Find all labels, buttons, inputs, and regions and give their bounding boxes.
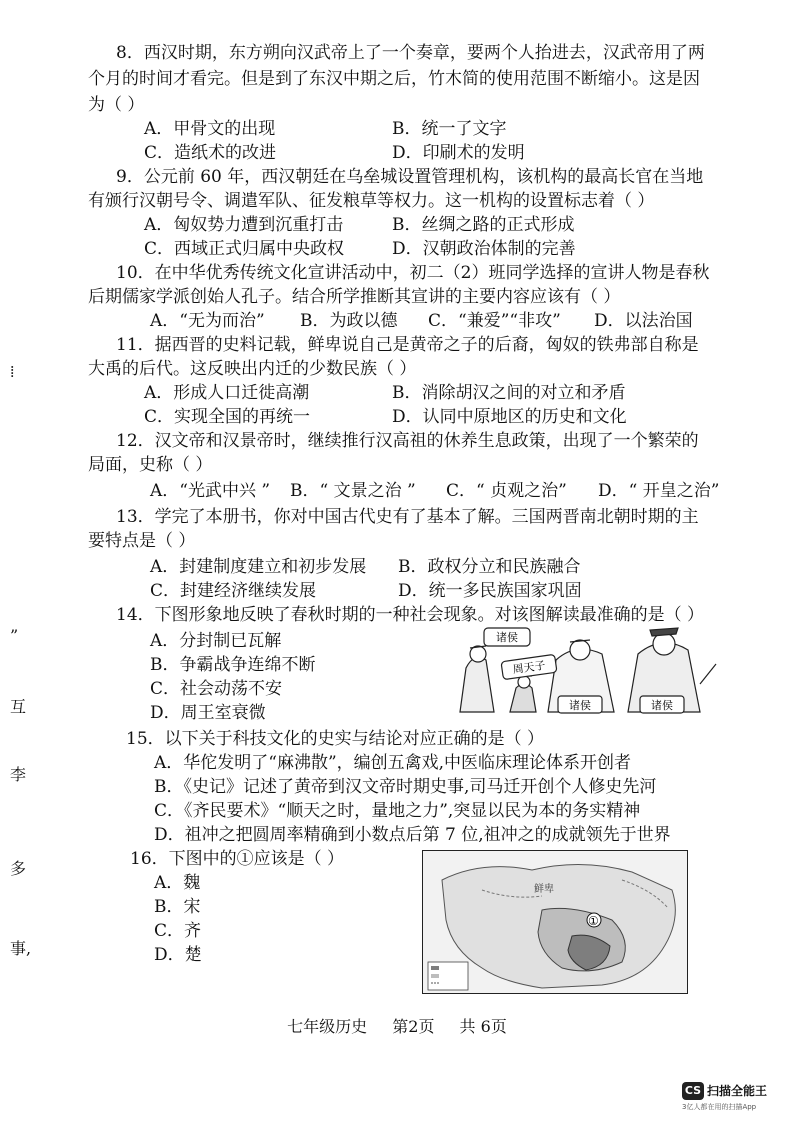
q16-option-a: A．魏 [154,873,201,893]
historical-map [422,850,688,994]
margin-note-1: ⁞ [10,362,15,381]
label-bottom-right: 诸侯 [651,699,673,712]
q8-text-3: 为（ ） [88,95,145,115]
watermark-name: 扫描全能王 [707,1084,768,1098]
margin-note-5: 多 [10,859,27,878]
footer-page: 第2页 [392,1017,435,1036]
footer-course: 七年级历史 [287,1017,368,1036]
q11-option-c: C．实现全国的再统一 [144,407,311,427]
q10-option-a: A．“无为而治” [150,311,265,331]
q11-option-a: A．形成人口迁徙高潮 [144,383,310,403]
footer-total: 共 6页 [459,1017,507,1036]
cartoon-illustration [452,624,722,716]
margin-note-2: ” [10,626,19,645]
q12-option-c: C．“ 贞观之治” [446,481,567,501]
q8-option-d: D．印刷术的发明 [392,143,525,163]
q10-option-c: C．“兼爱”“非攻” [428,311,561,331]
q12-option-d: D．“ 开皇之治” [598,481,720,501]
margin-note-6: 事, [10,939,32,958]
q11-text-2: 大禹的后代。这反映出内迁的少数民族（ ） [88,359,417,379]
q13-text-2: 要特点是（ ） [88,531,196,551]
q11-option-b: B．消除胡汉之间的对立和矛盾 [392,383,626,403]
q15-option-a: A．华佗发明了“麻沸散”，编创五禽戏,中医临床理论体系开创者 [154,753,632,773]
q14-option-a: A．分封制已瓦解 [150,631,282,651]
q13-option-d: D．统一多民族国家巩固 [398,581,582,601]
q8-option-c: C．造纸术的改进 [144,143,277,163]
q16-text-1: 16．下图中的①应该是（ ） [130,849,345,869]
q16-option-d: D．楚 [154,945,202,965]
q10-option-b: B．为政以德 [300,311,398,331]
q15-option-c: C．《齐民要术》“顺天之时，量地之力”,突显以民为本的务实精神 [154,801,641,821]
q13-option-c: C．封建经济继续发展 [150,581,317,601]
margin-note-3: 互 [10,697,27,716]
q14-text-1: 14．下图形象地反映了春秋时期的一种社会现象。对该图解读最准确的是（ ） [116,605,705,625]
q16-option-b: B．宋 [154,897,201,917]
label-top: 诸侯 [496,631,518,644]
q13-option-a: A．封建制度建立和初步发展 [150,557,367,577]
q15-text-1: 15．以下关于科技文化的史实与结论对应正确的是（ ） [126,729,545,749]
q11-option-d: D．认同中原地区的历史和文化 [392,407,627,427]
label-bottom-left: 诸侯 [569,699,591,712]
q14-option-d: D．周王室衰微 [150,703,266,723]
q9-option-b: B．丝绸之路的正式形成 [392,215,575,235]
scanner-logo-icon: CS [682,1082,704,1100]
q10-option-d: D．以法治国 [594,311,693,331]
q12-text-1: 12．汉文帝和汉景帝时，继续推行汉高祖的休养生息政策，出现了一个繁荣的 [116,431,699,451]
q10-text-1: 10．在中华优秀传统文化宣讲活动中，初二（2）班同学选择的宣讲人物是春秋 [116,263,710,283]
q12-text-2: 局面，史称（ ） [88,455,213,475]
q8-text-2: 个月的时间才看完。但是到了东汉中期之后，竹木简的使用范围不断缩小。这是因 [88,69,700,89]
q15-option-b: B．《史记》记述了黄帝到汉文帝时期史事,司马迁开创个人修史先河 [154,777,657,797]
label-center: 周天子 [511,658,547,677]
margin-note-4: 李 [10,765,27,784]
q14-option-b: B．争霸战争连绵不断 [150,655,316,675]
q9-text-1: 9．公元前 60 年，西汉朝廷在乌垒城设置管理机构，该机构的最高长官在当地 [116,167,704,187]
q11-text-1: 11．据西晋的史料记载，鲜卑说自己是黄帝之子的后裔，匈奴的铁弗部自称是 [116,335,699,355]
q8-option-a: A．甲骨文的出现 [144,119,276,139]
page-footer [0,1014,794,1037]
q12-option-b: B．“ 文景之治 ” [290,481,416,501]
map-marker: ① [588,914,599,928]
q8-option-b: B．统一了文字 [392,119,507,139]
map-label-region: 鲜卑 [534,884,554,895]
q8-text-1: 8．西汉时期，东方朔向汉武帝上了一个奏章，要两个人抬进去，汉武帝用了两 [116,43,705,63]
q9-option-a: A．匈奴势力遭到沉重打击 [144,215,344,235]
q15-option-d: D．祖冲之把圆周率精确到小数点后第 7 位,祖冲之的成就领先于世界 [154,825,671,845]
q9-option-c: C．西域正式归属中央政权 [144,239,345,259]
q13-option-b: B．政权分立和民族融合 [398,557,581,577]
q12-option-a: A．“光武中兴 ” [150,481,271,501]
q13-text-1: 13．学完了本册书，你对中国古代史有了基本了解。三国两晋南北朝时期的主 [116,507,699,527]
watermark-subtitle: 3亿人都在用的扫描App [682,1102,757,1111]
q16-option-c: C．齐 [154,921,202,941]
scanner-watermark [682,1080,780,1112]
q9-text-2: 有颁行汉朝号令、调遣军队、征发粮草等权力。这一机构的设置标志着（ ） [88,191,655,211]
q9-option-d: D．汉朝政治体制的完善 [392,239,576,259]
q10-text-2: 后期儒家学派创始人孔子。结合所学推断其宣讲的主要内容应该有（ ） [88,287,621,307]
q14-option-c: C．社会动荡不安 [150,679,283,699]
